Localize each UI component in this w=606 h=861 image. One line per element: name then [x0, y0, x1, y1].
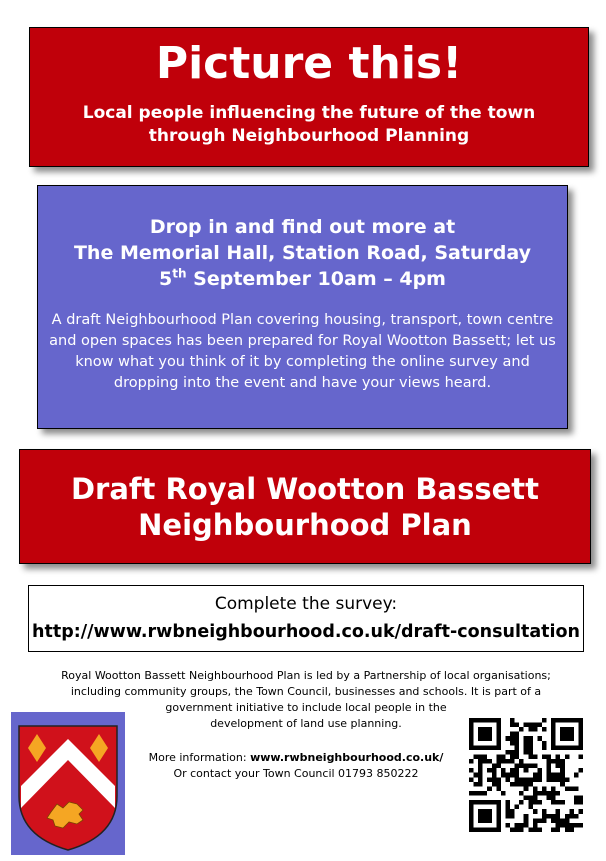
qr-code-icon[interactable]: [469, 718, 583, 832]
more-info: [128, 750, 464, 782]
event-heading-line-3: [38, 266, 567, 292]
partnership-line-3: government initiative to include local people in the: [165, 701, 447, 714]
event-date-time: September 10am – 4pm: [186, 268, 446, 290]
partnership-line-2: including community groups, the Town Council, businesses and schools. It is part of a: [70, 685, 542, 698]
event-heading-line-2: The Memorial Hall, Station Road, Saturday: [73, 242, 532, 264]
town-crest-icon: [11, 712, 125, 855]
page-title: Picture this!: [155, 38, 463, 89]
survey-label: Complete the survey:: [214, 594, 398, 614]
event-day-suffix: th: [172, 266, 187, 281]
qr-code-graphic: [469, 718, 583, 832]
plan-title-line-2: Neighbourhood Plan: [138, 508, 472, 542]
title-banner: [29, 27, 589, 167]
event-description: A draft Neighbourhood Plan covering housing, transport, town centre and open spaces has been prepared for Royal Wootton Bassett; let us know what you think of it by completing the online survey and dropping into the event and have your views heard.: [49, 312, 556, 391]
crest-shield-icon: [11, 712, 125, 855]
page-subtitle: [30, 102, 588, 148]
more-info-line: [128, 750, 464, 766]
event-heading: [38, 214, 567, 292]
partnership-line-1: Royal Wootton Bassett Neighbourhood Plan is led by a Partnership of local organisations;: [61, 669, 551, 682]
survey-link[interactable]: http://www.rwbneighbourhood.co.uk/draft-consultation: [32, 622, 580, 642]
event-panel: [37, 185, 568, 429]
subtitle-line-1: Local people influencing the future of the town: [82, 103, 536, 123]
partnership-line-4: development of land use planning.: [210, 717, 402, 730]
event-day: 5: [159, 268, 173, 290]
more-info-label: More information:: [148, 751, 251, 764]
subtitle-line-2: through Neighbourhood Planning: [148, 126, 470, 146]
event-heading-line-1: Drop in and find out more at: [149, 216, 456, 238]
website-link[interactable]: www.rwbneighbourhood.co.uk/: [250, 751, 444, 764]
plan-title: [20, 471, 590, 543]
plan-banner: [19, 449, 591, 564]
plan-title-line-1: Draft Royal Wootton Bassett: [70, 472, 540, 506]
contact-line: Or contact your Town Council 01793 850222: [173, 767, 419, 780]
survey-box: [28, 585, 584, 652]
